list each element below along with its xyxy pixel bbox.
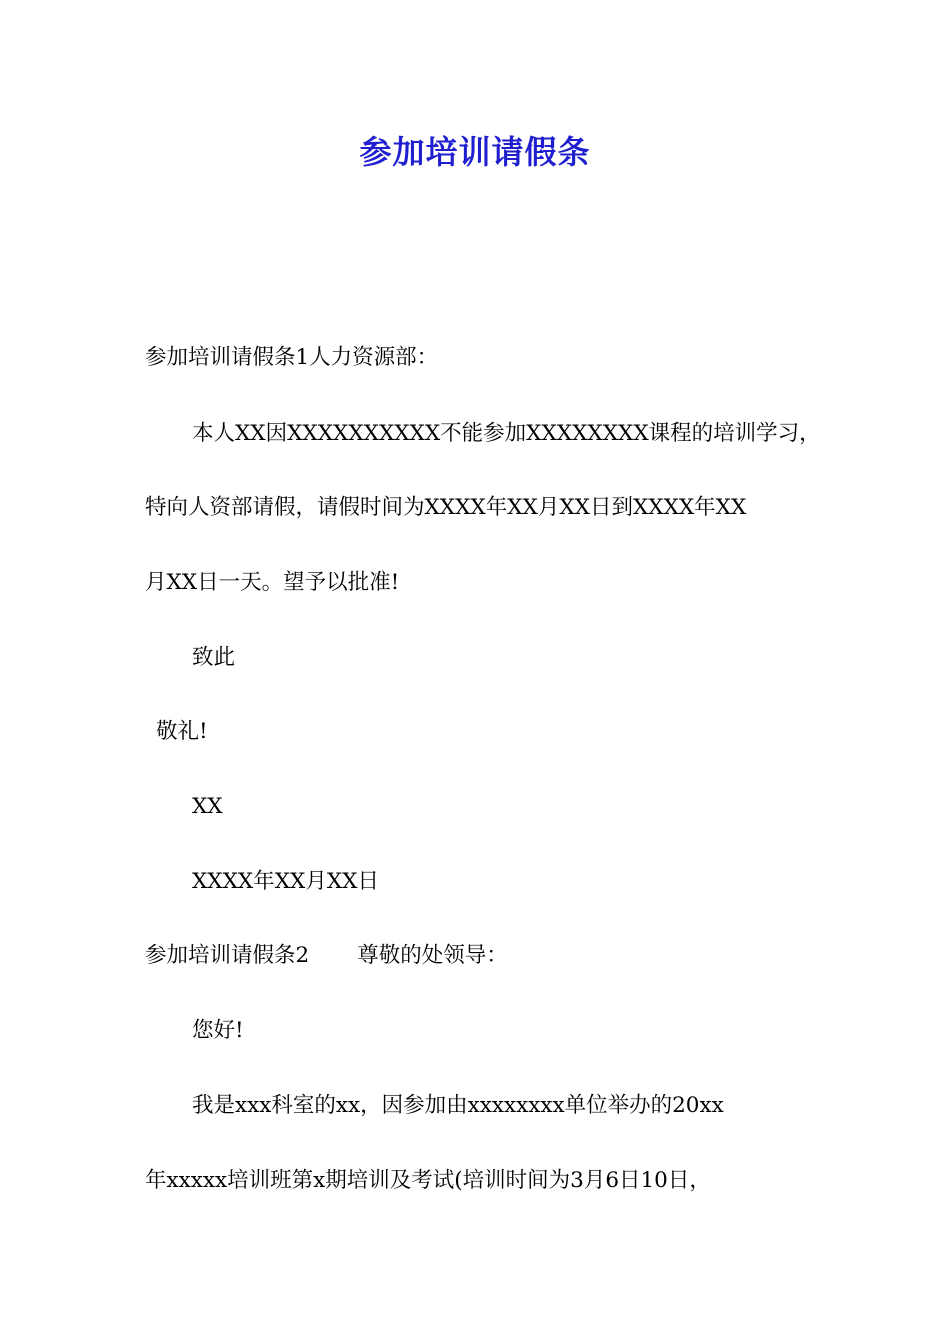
letter-2-recipient: 尊敬的处领导： xyxy=(357,943,508,968)
letter-2-heading: 参加培训请假条2 xyxy=(145,943,310,968)
letter-1-salutation: 敬礼! xyxy=(156,719,208,744)
letter-1-closing: 致此 xyxy=(192,645,236,670)
letter-1-signature: XX xyxy=(192,794,223,819)
letter-1-date: XXXX年XX月XX日 xyxy=(192,869,379,894)
letter-1-body-line-2: 特向人资部请假，请假时间为XXXX年XX月XX日到XXXX年XX xyxy=(145,495,747,520)
letter-2-body-line-2: 年xxxxx培训班第x期培训及考试(培训时间为3月6日10日， xyxy=(145,1168,711,1193)
letter-2-greeting: 您好! xyxy=(192,1018,244,1043)
letter-2-heading-row xyxy=(145,941,508,971)
letter-2-body-line-1: 我是xxx科室的xx，因参加由xxxxxxxx单位举办的20xx xyxy=(192,1093,724,1118)
document-title: 参加培训请假条 xyxy=(359,133,591,171)
letter-1-body-line-3: 月XX日一天。望予以批准! xyxy=(145,570,400,595)
letter-1-body-line-1: 本人XX因XXXXXXXXXX不能参加XXXXXXXX课程的培训学习， xyxy=(192,421,821,446)
letter-1-heading: 参加培训请假条1人力资源部： xyxy=(145,345,439,370)
